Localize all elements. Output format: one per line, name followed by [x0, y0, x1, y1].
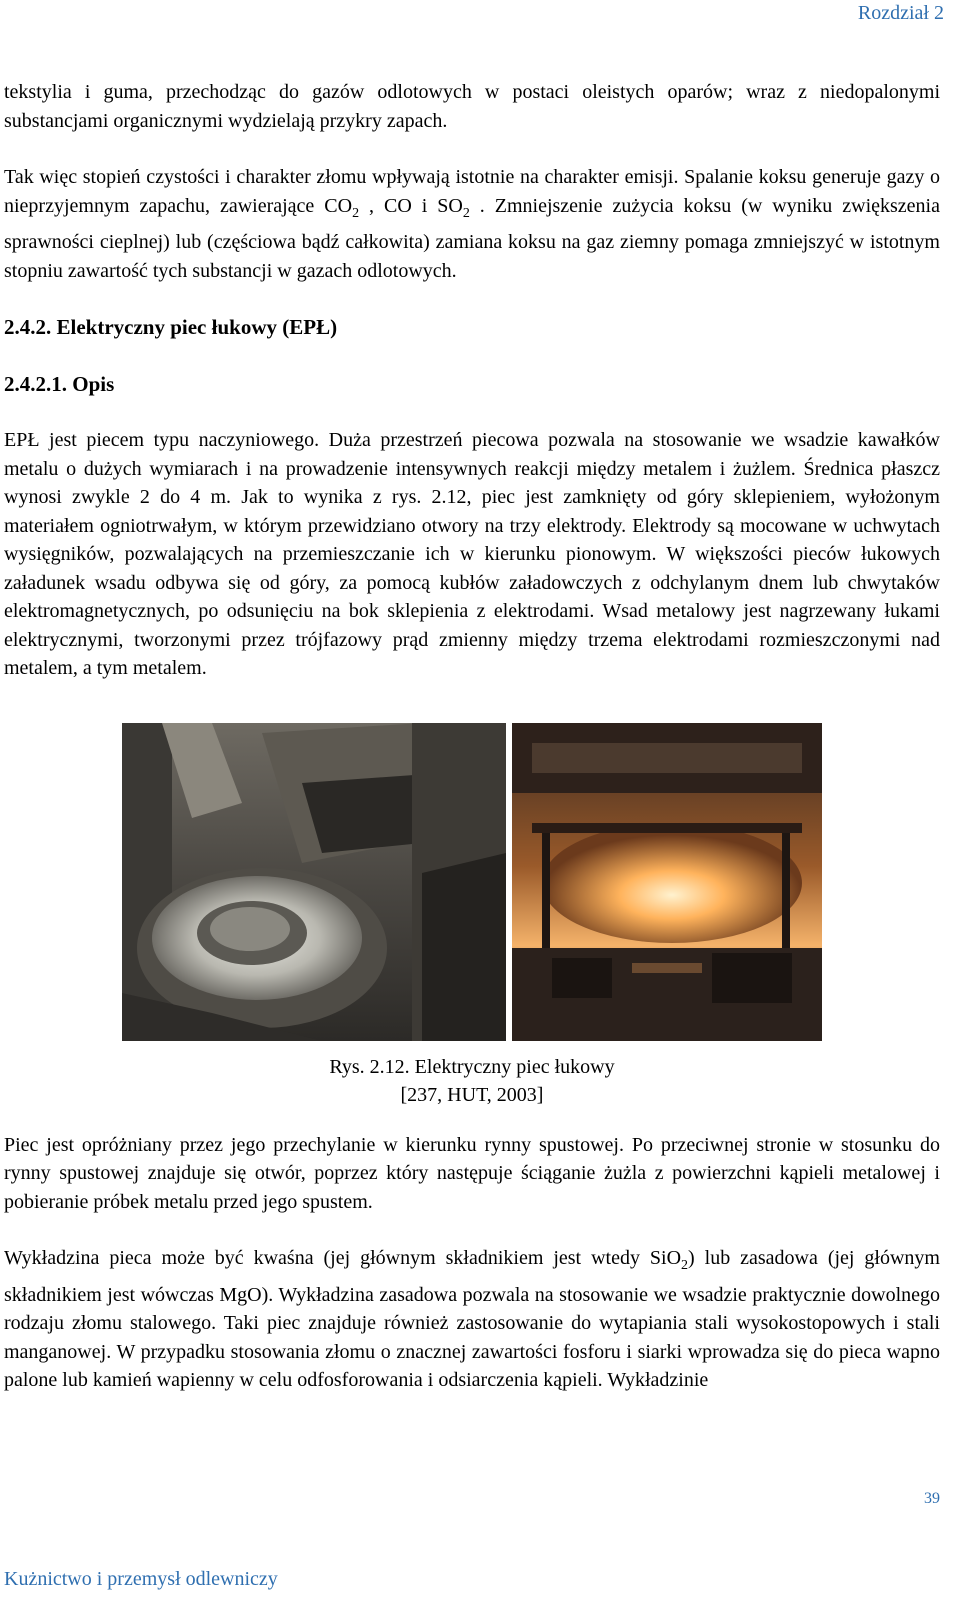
paragraph-1: tekstylia i guma, przechodząc do gazów odlotowych w postaci oleistych oparów; wraz z niedopalonymi substancjami organicznymi wydzielają przykry zapach. — [4, 81, 940, 132]
furnace-photo — [512, 723, 822, 1041]
paragraph-5: Wykładzina pieca może być kwaśna (jej głównym składnikiem jest wtedy SiO$_2$) lub zasadowa (jej głównym składnikiem jest wówczas MgO). Wykładzina zasadowa pozwala na stosowanie we wsadzie praktycznie dowolnego rodzaju złomu stalowego. Taki piec znajduje również zastosowanie do wytapiania stali wysokostopowych i stali manganowej. W przypadku stosowania złomu o znacznej zawartości fosforu i siarki wprowadza się do pieca wapno palone lub kamień wapienny w celu odfosforowania i odsiarczenia kąpieli. Wykładzinie — [4, 1247, 940, 1391]
subsection-heading: 2.4.2.1. Opis — [4, 371, 115, 396]
figure-caption — [4, 1053, 940, 1109]
page-number: 39 — [924, 1490, 940, 1507]
figure-caption-source: [237, HUT, 2003] — [400, 1083, 544, 1106]
page-content — [4, 78, 940, 1395]
footer-title: Kużnictwo i przemysł odlewniczy — [4, 1568, 278, 1590]
paragraph-3: EPŁ jest piecem typu naczyniowego. Duża przestrzeń piecowa pozwala na stosowanie we wsadzie kawałków metalu o dużych wymiarach i na prowadzenie intensywnych reakcji między metalem i żużlem. Średnica płaszcz wynosi zwykle 2 do 4 m. Jak to wynika z rys. 2.12, piec jest zamknięty od góry sklepieniem, wyłożonym materiałem ogniotrwałym, w którym przewidziano otwory na trzy elektrody. Elektrody są mocowane w uchwytach wysięgników, pozwalających na przemieszczanie ich w kierunku pionowym. W większości pieców łukowych załadunek wsadu odbywa się od góry, za pomocą kubłów załadowczych z odchylanym dnem lub chwytaków elektromagnetycznych, po odsunięciu na bok sklepienia z elektrodami. Wsad metalowy jest nagrzewany łukami elektrycznymi, tworzonymi przez trójfazowy prąd zmienny między trzema elektrodami rozmieszczonymi nad metalem, a tym metalem. — [4, 429, 940, 679]
paragraph-2: Tak więc stopień czystości i charakter złomu wpływają istotnie na charakter emisji. Spalanie koksu generuje gazy o nieprzyjemnym zapachu, zawierające $CO_2$ , CO i $SO_2$ . Zmniejszenie zużycia koksu (w wyniku zwiększenia sprawności cieplnej) lub (częściowa bądź całkowita) zamiana koksu na gaz ziemny pomaga zmniejszyć w istotnym stopniu zawartość tych substancji w gazach odlotowych. — [4, 166, 940, 282]
chapter-header: Rozdział 2 — [857, 2, 944, 24]
ladle-photo — [122, 723, 506, 1041]
paragraph-4: Piec jest opróżniany przez jego przechylanie w kierunku rynny spustowej. Po przeciwnej stronie w stosunku do rynny spustowej znajduje się otwór, poprzez który następuje ściąganie żużla z powierzchni kąpieli metalowej i pobieranie próbek metalu przed jego spustem. — [4, 1133, 940, 1213]
figure-eaf-photos — [122, 723, 822, 1041]
figure-caption-title: Rys. 2.12. Elektryczny piec łukowy — [329, 1055, 615, 1078]
section-heading: 2.4.2. Elektryczny piec łukowy (EPŁ) — [4, 315, 338, 339]
